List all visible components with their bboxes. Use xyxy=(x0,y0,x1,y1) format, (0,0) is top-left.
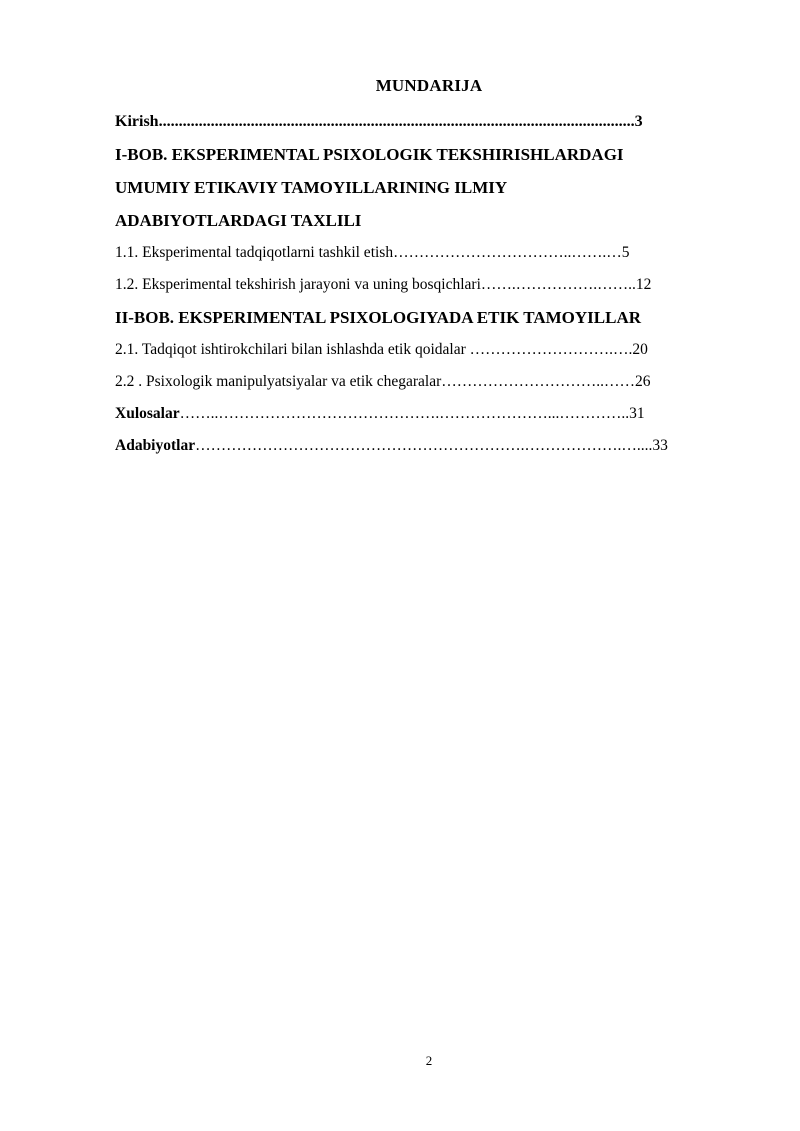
toc-entry-2-2[interactable] xyxy=(115,366,745,398)
toc-entry-page: .33 xyxy=(648,437,668,454)
toc-entry-label: 1.1. Eksperimental tadqiqotlarni tashkil etish xyxy=(115,244,394,261)
toc-entry-leader: …….…………….…… xyxy=(480,276,629,293)
toc-chapter-1-heading-line-3[interactable] xyxy=(115,204,745,237)
toc-entry-leader: ....................................................................................................................... xyxy=(158,113,635,130)
toc-entry-leader: ……………………………………………………….……………….…... xyxy=(195,437,649,454)
page-number: 2 xyxy=(425,1053,433,1068)
toc-entry-page: .20 xyxy=(628,341,648,358)
toc-entry-page: ..12 xyxy=(628,276,652,293)
toc-chapter-1-heading-line-1[interactable] xyxy=(115,138,745,171)
toc-entry-leader: ……..…………………………………….…………………...………….. xyxy=(179,405,630,422)
toc-entry-label: Kirish xyxy=(115,113,159,130)
toc-entry-1-2[interactable] xyxy=(115,269,745,301)
toc-entry-page: 26 xyxy=(635,373,651,390)
toc-title: MUNDARIJA xyxy=(375,76,483,95)
toc-entry-leader: ……………………….… xyxy=(469,341,629,358)
toc-chapter-label: ADABIYOTLARDAGI TAXLILI xyxy=(115,211,362,230)
toc-entry-label: Xulosalar xyxy=(115,405,180,422)
toc-chapter-2-heading[interactable] xyxy=(115,301,745,334)
toc-entry-kirish[interactable] xyxy=(115,106,745,138)
toc-entry-2-1[interactable] xyxy=(115,334,745,366)
toc-entry-leader: …………………………..…… xyxy=(441,373,636,390)
toc-entry-page: 3 xyxy=(634,113,643,130)
toc-chapter-1-heading-line-2[interactable] xyxy=(115,171,745,204)
toc-entry-page: 5 xyxy=(621,244,630,261)
toc-entry-xulosalar[interactable] xyxy=(115,398,745,430)
toc-entry-label: 2.1. Tadqiqot ishtirokchilari bilan ishlashda etik qoidalar xyxy=(115,341,470,358)
toc-entry-1-1[interactable] xyxy=(115,237,745,269)
toc-entry-adabiyotlar[interactable] xyxy=(115,430,745,462)
table-of-contents xyxy=(115,106,745,462)
toc-entry-label: Adabiyotlar xyxy=(115,437,196,454)
toc-chapter-label: I-BOB. EKSPERIMENTAL PSIXOLOGIK TEKSHIRISHLARDAGI xyxy=(115,145,624,164)
toc-entry-page: 31 xyxy=(629,405,645,422)
toc-entry-leader: ……………………………..…….… xyxy=(393,244,622,261)
toc-chapter-label: UMUMIY ETIKAVIY TAMOYILLARINING ILMIY xyxy=(115,178,508,197)
toc-entry-label: 2.2 . Psixologik manipulyatsiyalar va etik chegaralar xyxy=(115,373,442,390)
toc-entry-label: 1.2. Eksperimental tekshirish jarayoni va uning bosqichlari xyxy=(115,276,481,293)
toc-chapter-label: II-BOB. EKSPERIMENTAL PSIXOLOGIYADA ETIK TAMOYILLAR xyxy=(115,308,642,327)
